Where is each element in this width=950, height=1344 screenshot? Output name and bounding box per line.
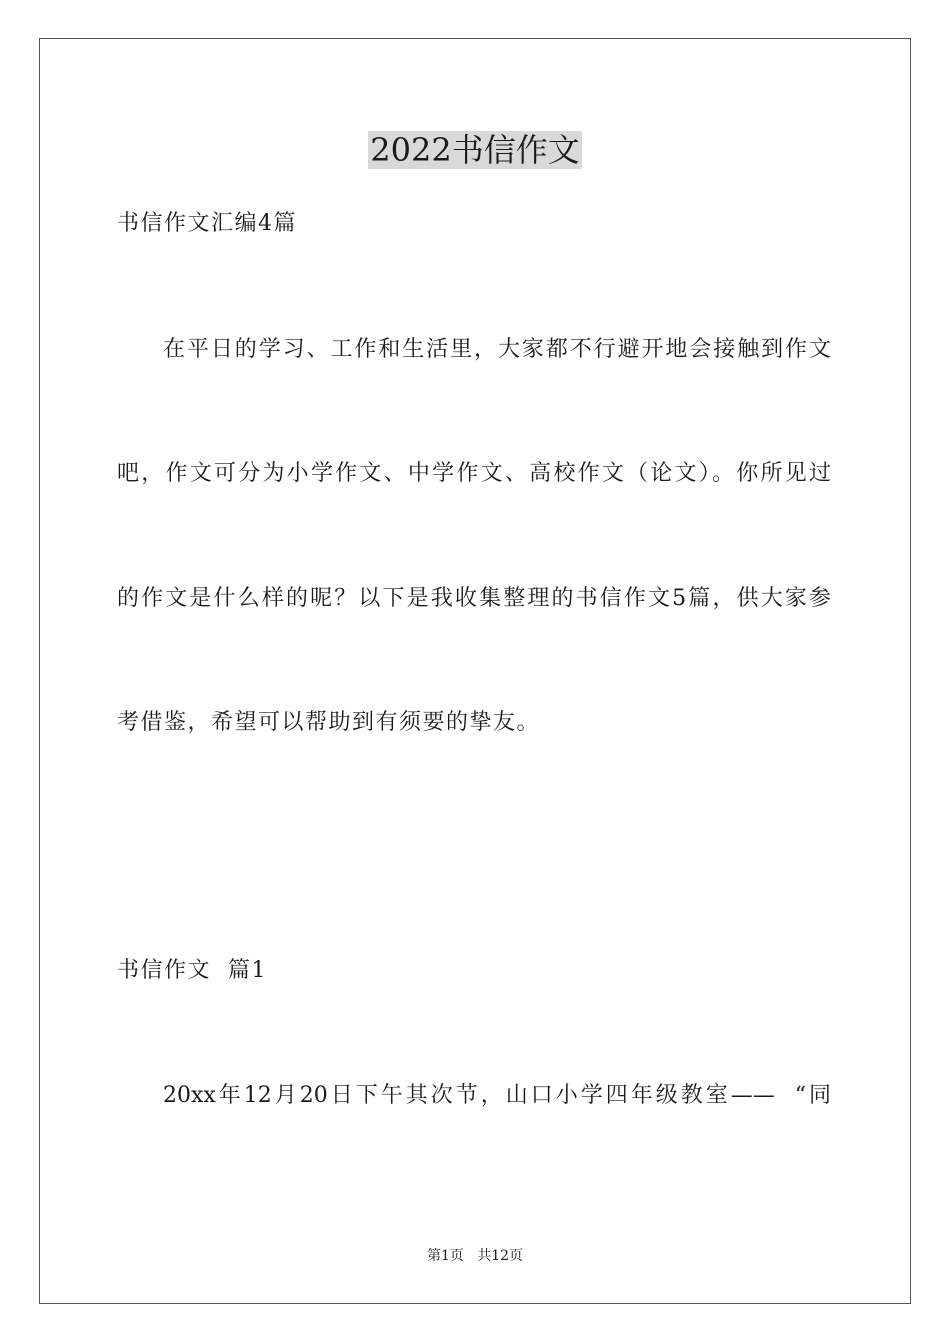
- page-number-footer: 第1页 共12页: [426, 1248, 524, 1264]
- intro-line-1: 在平日的学习、工作和生活里，大家都不行避开地会接触到作文: [163, 337, 831, 362]
- section-first-line: 20xx年12月20日下午其次节，山口小学四年级教室—— “同: [163, 1083, 831, 1108]
- subtitle: 书信作文汇编4篇: [117, 211, 297, 236]
- document-title: 2022书信作文: [370, 131, 580, 169]
- intro-line-4: 考借鉴，希望可以帮助到有须要的挚友。: [117, 710, 541, 735]
- section-heading: 书信作文 篇1: [117, 958, 267, 983]
- intro-line-3: 的作文是什么样的呢？以下是我收集整理的书信作文5篇，供大家参: [117, 586, 831, 611]
- intro-line-2: 吧，作文可分为小学作文、中学作文、高校作文（论文）。你所见过: [117, 461, 831, 486]
